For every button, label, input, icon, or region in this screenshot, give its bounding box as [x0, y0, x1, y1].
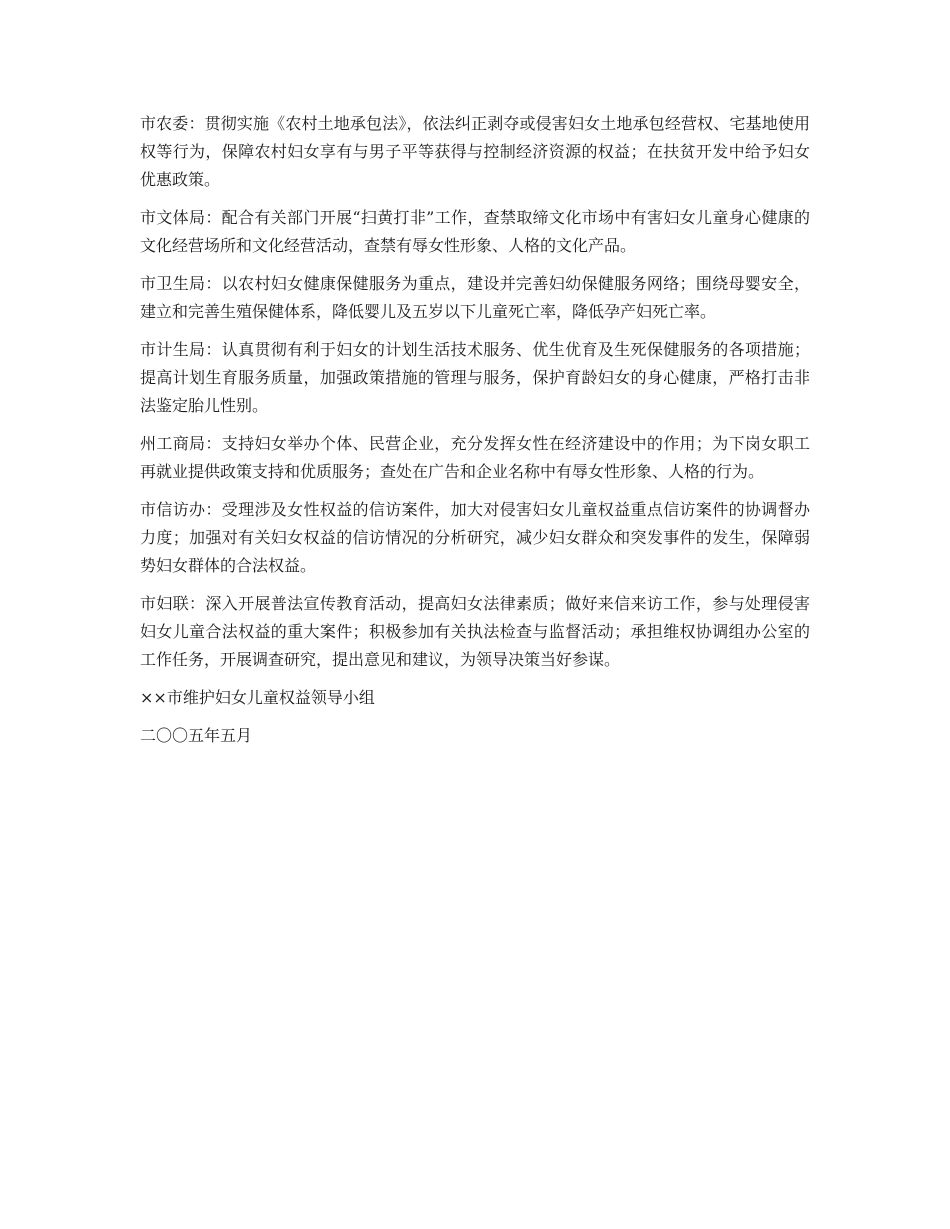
document-body [140, 110, 810, 760]
signature: ××市维护妇女儿童权益领导小组 [140, 688, 375, 707]
paragraph-health: 市卫生局：以农村妇女健康保健服务为重点，建设并完善妇幼保健服务网络；围绕母婴安全，建立和完善生殖保健体系，降低婴儿及五岁以下儿童死亡率，降低孕产妇死亡率。 [140, 274, 810, 321]
paragraph-agriculture: 市农委：贯彻实施《农村土地承包法》，依法纠正剥夺或侵害妇女土地承包经营权、宅基地使用权等行为，保障农村妇女享有与男子平等获得与控制经济资源的权益；在扶贫开发中给予妇女优惠政策。 [140, 114, 810, 189]
document-date: 二〇〇五年五月 [140, 726, 253, 745]
paragraph-family-planning: 市计生局：认真贯彻有利于妇女的计划生活技术服务、优生优育及生死保健服务的各项措施；提高计划生育服务质量，加强政策措施的管理与服务，保护育龄妇女的身心健康，严格打击非法鉴定胎儿性别。 [140, 340, 810, 415]
paragraph-culture-sports: 市文体局：配合有关部门开展“扫黄打非”工作，查禁取缔文化市场中有害妇女儿童身心健康的文化经营场所和文化经营活动，查禁有辱女性形象、人格的文化产品。 [140, 208, 810, 255]
paragraph-industry-commerce: 州工商局：支持妇女举办个体、民营企业，充分发挥女性在经济建设中的作用；为下岗女职工再就业提供政策支持和优质服务；查处在广告和企业名称中有辱女性形象、人格的行为。 [140, 434, 810, 481]
paragraph-womens-federation: 市妇联：深入开展普法宣传教育活动，提高妇女法律素质；做好来信来访工作，参与处理侵害妇女儿童合法权益的重大案件；积极参加有关执法检查与监督活动；承担维权协调组办公室的工作任务，开展调查研究，提出意见和建议，为领导决策当好参谋。 [140, 594, 810, 669]
paragraph-petition-office: 市信访办：受理涉及女性权益的信访案件，加大对侵害妇女儿童权益重点信访案件的协调督办力度；加强对有关妇女权益的信访情况的分析研究，减少妇女群众和突发事件的发生，保障弱势妇女群体的合法权益。 [140, 500, 810, 575]
